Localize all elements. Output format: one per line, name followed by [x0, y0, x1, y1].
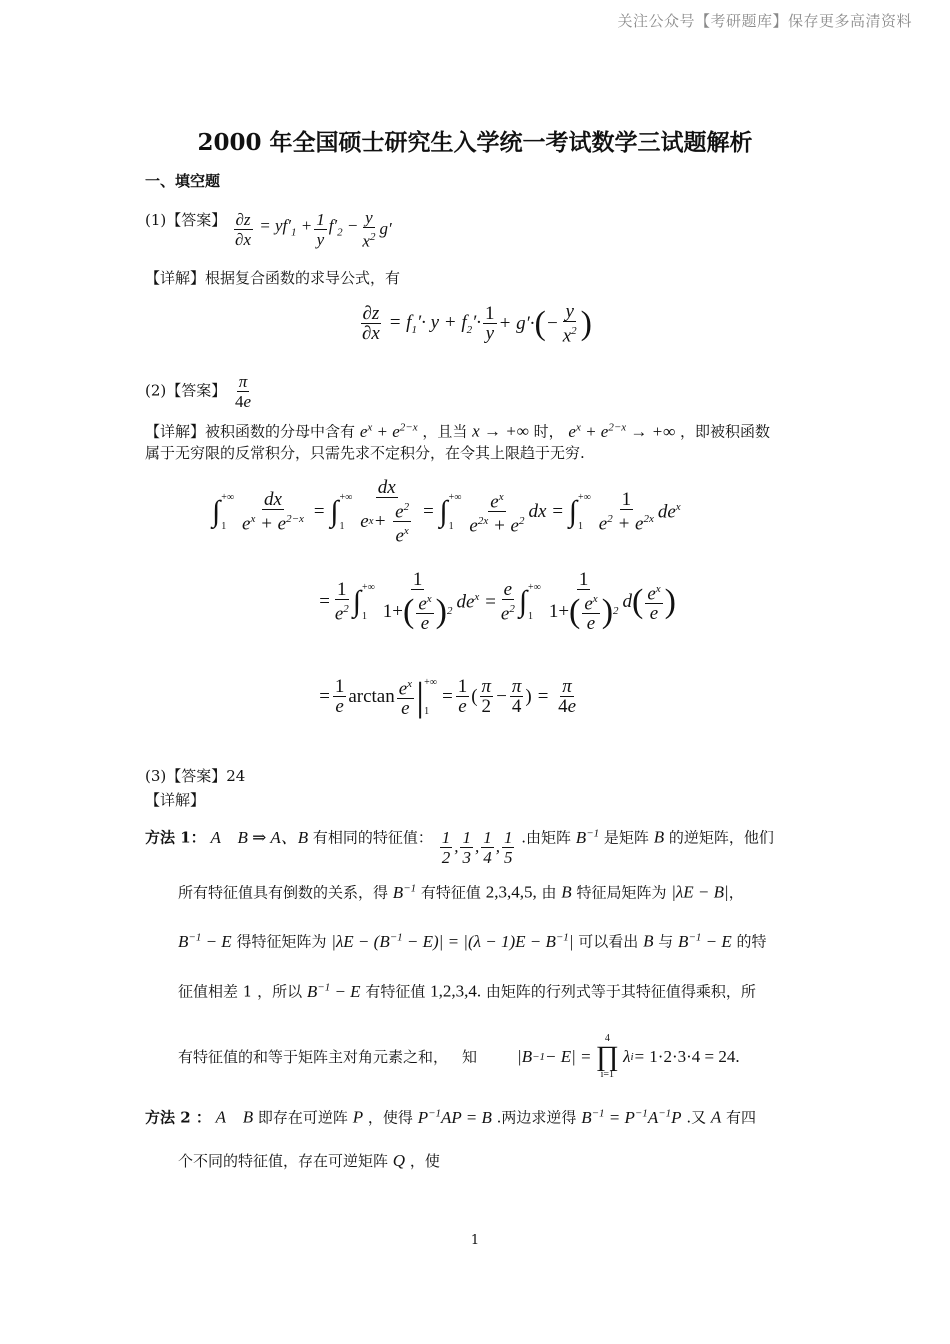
q2-integral-line3: = $\frac{1}{e}$ arctan $\frac{e^x}{e}$ | +∞ 1 = $\frac{1}{e}$ ( $\frac{\pi}{2}$ − $\frac{\pi}{4}$ ) = $\frac{\pi}{4e}$: [318, 673, 576, 720]
section-heading: 一、填空题: [145, 172, 221, 190]
q1-answer: (1)【答案】 $\frac{\partial z}{\partial x}$ = $yf'_1$ + $\frac{1}{y}$ $f'_2$ − $\frac{y}{x^2}$ g′: [145, 208, 392, 251]
q2-integral-line1: ∫ +∞ 1 $\frac{dx}{e^x + e^{2-x}}$ = ∫ +∞ 1 dx e x + $\frac{e^2}{e^x}$ = ∫ +∞ 1 $\frac{e^x}{e^{2x} + e^2}$ dx = ∫ +∞ 1 $\frac{1}{e^2 + e^{2x}}$ $de^x$: [212, 477, 681, 547]
page-number: 1: [470, 1233, 480, 1248]
q3-detail: 【详解】: [145, 791, 206, 809]
page-title: 2000 年全国硕士研究生入学统一考试数学三试题解析: [197, 129, 753, 156]
q3-answer: (3)【答案】24: [145, 767, 246, 785]
method1-line4: 征值相差 1 ，所以 $B^{-1} - E$ 有特征值 1,2,3,4. 由矩阵的行列式等于其特征值得乘积，所: [178, 981, 756, 1001]
q2-detail-line2: 属于无穷限的反常积分，只需先求不定积分，在令其上限趋于无穷.: [145, 444, 585, 462]
q2-integral-line2: = $\frac{1}{e^2}$ ∫ +∞ 1 1 1+ ( $\frac{e^x}{e}$ ) 2 $de^x$ = $\frac{e}{e^2}$ ∫ +∞ 1 1 1+ ( $\frac{e^x}{e}$ ) 2 d ( $\frac{e^x}{e}$ ): [318, 569, 676, 635]
method2-line1: 方法 2 ： A B 即存在可逆阵 P ，使得 $P^{-1}AP = B$ .两边求逆得 $B^{-1} = P^{-1}A^{-1}P$ .又 A 有四: [145, 1107, 757, 1127]
method2-line2: 个不同的特征值，存在可逆矩阵 Q ，使: [178, 1151, 440, 1170]
q1-detail: 【详解】根据复合函数的求导公式，有: [145, 269, 401, 287]
method1-line2: 所有特征值具有倒数的关系，得 $B^{-1}$ 有特征值 2,3,4,5, 由 B 特征局矩阵为 |λE − B|，: [178, 882, 744, 902]
q2-answer: (2)【答案】 $\frac{\pi}{4e}$: [145, 372, 252, 411]
method1-line1: 方法 1： A B ⇒ A、B 有相同的特征值： $\frac{1}{2}$ , $\frac{1}{3}$ , $\frac{1}{4}$ , $\frac{1}{5}$ .由矩阵 $B^{-1}$ 是矩阵 B 的逆矩阵，他们: [145, 827, 774, 867]
q1-derivative-formula: $\frac{\partial z}{\partial x}$ = $f_1'\cdot y + f_2'\cdot$ $\frac{1}{y}$ + g′· ( − $\frac{y}{x^2}$ ): [362, 301, 592, 347]
q2-detail-line1: 【详解】被积函数的分母中含有 $e^x + e^{2-x}$ ，且当 x → +∞ 时， $e^x + e^{2-x}$ → +∞ ，即被积函数: [145, 421, 771, 441]
method1-line5: 有特征值的和等于矩阵主对角元素之和， 知 |B −1 − E| = 4 ∏ i=1 λ i = 1·2·3·4 = 24.: [178, 1033, 740, 1080]
method1-line3: $B^{-1} - E$ 得特征矩阵为 $|\lambda E - (B^{-1} - E)| = |(\lambda - 1)E - B^{-1}|$ 可以看出 B 与 $B^{-1} - E$ 的特: [178, 931, 767, 951]
watermark: 关注公众号【考研题库】保存更多高清资料: [617, 12, 912, 30]
q1-answer-formula: $\frac{\partial z}{\partial x}$ = $yf'_1$ + $\frac{1}{y}$ $f'_2$ − $\frac{y}{x^2}$ g′: [235, 208, 392, 251]
q2-answer-formula: $\frac{\pi}{4e}$: [235, 372, 252, 411]
